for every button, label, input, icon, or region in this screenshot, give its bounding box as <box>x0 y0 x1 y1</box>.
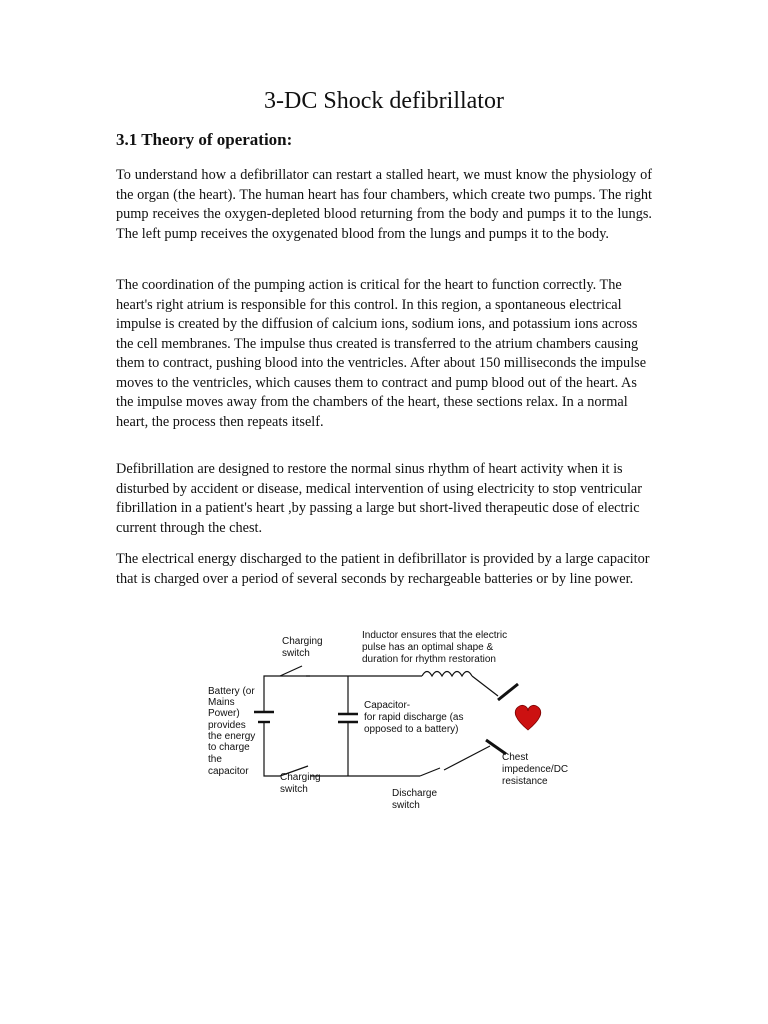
defibrillator-circuit-diagram <box>190 622 590 818</box>
paragraph-pumping-coordination: The coordination of the pumping action is critical for the heart to function correctly. The heart's right atrium is responsible for this control. In this region, a spontaneous electrical impulse is created by the diffusion of calcium ions, sodium ions, and potassium ions across the cell membranes. The impulse thus created is transferred to the atrium chambers causing them to contract, pushing blood into the ventricles. After about 150 milliseconds the impulse moves to the ventricles, which causes them to contract and pump blood out of the heart. As the impulse moves away from the chambers of the heart, these sections relax. In a normal heart, the process then repeats itself. <box>116 277 647 430</box>
svg-text:provides: provides <box>208 720 246 731</box>
svg-text:the: the <box>208 754 222 765</box>
svg-text:Chest: Chest <box>502 752 529 763</box>
discharge-switch-blade <box>420 768 440 776</box>
document-title: 3-DC Shock defibrillator <box>264 88 504 114</box>
svg-text:to charge: to charge <box>208 742 250 753</box>
svg-text:opposed to a battery): opposed to a battery) <box>364 724 459 735</box>
label-charging-switch-top <box>282 636 323 659</box>
wire-to-top-paddle <box>472 676 498 696</box>
label-charging-switch-bottom <box>280 772 321 795</box>
svg-text:Battery (or: Battery (or <box>208 686 255 697</box>
svg-text:impedence/DC: impedence/DC <box>502 764 569 775</box>
label-discharge-switch <box>392 788 437 811</box>
wire-bottom-left <box>264 722 280 776</box>
paragraph-heart-physiology: To understand how a defibrillator can restart a stalled heart, we must know the physiology of the organ (the heart). The human heart has four chambers, which create two pumps. The right pump receives the oxygen-depleted blood returning from the body and pumps it to the lungs. The left pump receives the oxygenated blood from the lungs and pumps it to the body. <box>116 167 652 242</box>
svg-text:pulse has an optimal shape &: pulse has an optimal shape & <box>362 642 494 653</box>
paragraph-energy-source: The electrical energy discharged to the patient in defibrillator is provided by a large capacitor that is charged over a period of several seconds by rechargeable batteries or by line power. <box>116 551 650 587</box>
svg-text:resistance: resistance <box>502 776 548 787</box>
svg-text:for rapid discharge (as: for rapid discharge (as <box>364 712 464 723</box>
svg-text:Power): Power) <box>208 708 240 719</box>
top-paddle <box>498 684 518 700</box>
label-inductor-note <box>362 630 507 665</box>
svg-text:Capacitor-: Capacitor- <box>364 700 411 711</box>
paragraph-defibrillation: Defibrillation are designed to restore the normal sinus rhythm of heart activity when it is disturbed by accident or disease, medical intervention of using electricity to stop ventricular fibrillation in a patient's heart ,by passing a large but short-lived therapeutic dose of electric current through the chest. <box>116 461 643 536</box>
svg-text:Charging: Charging <box>280 772 321 783</box>
svg-text:Discharge: Discharge <box>392 788 438 799</box>
svg-text:the energy: the energy <box>208 731 256 742</box>
svg-text:Charging: Charging <box>282 636 323 647</box>
capacitor-symbol <box>338 714 358 722</box>
charging-switch-top-blade <box>280 666 302 676</box>
wire-top-left <box>264 676 310 712</box>
label-battery-note <box>208 686 255 777</box>
svg-text:duration for rhythm restoratio: duration for rhythm restoration <box>362 654 496 665</box>
svg-text:Inductor ensures that the elec: Inductor ensures that the electric <box>362 630 508 641</box>
wire-to-bottom-paddle <box>444 746 490 770</box>
svg-text:capacitor: capacitor <box>208 766 249 777</box>
svg-text:switch: switch <box>280 784 308 795</box>
section-heading: 3.1 Theory of operation: <box>116 130 293 149</box>
svg-text:switch: switch <box>392 800 420 811</box>
inductor-coil <box>422 672 472 677</box>
svg-text:switch: switch <box>282 648 310 659</box>
heart-icon <box>515 705 541 730</box>
label-capacitor-note <box>364 700 464 735</box>
svg-text:Mains: Mains <box>208 697 235 708</box>
battery-symbol <box>254 712 274 722</box>
label-chest-note <box>502 752 568 787</box>
